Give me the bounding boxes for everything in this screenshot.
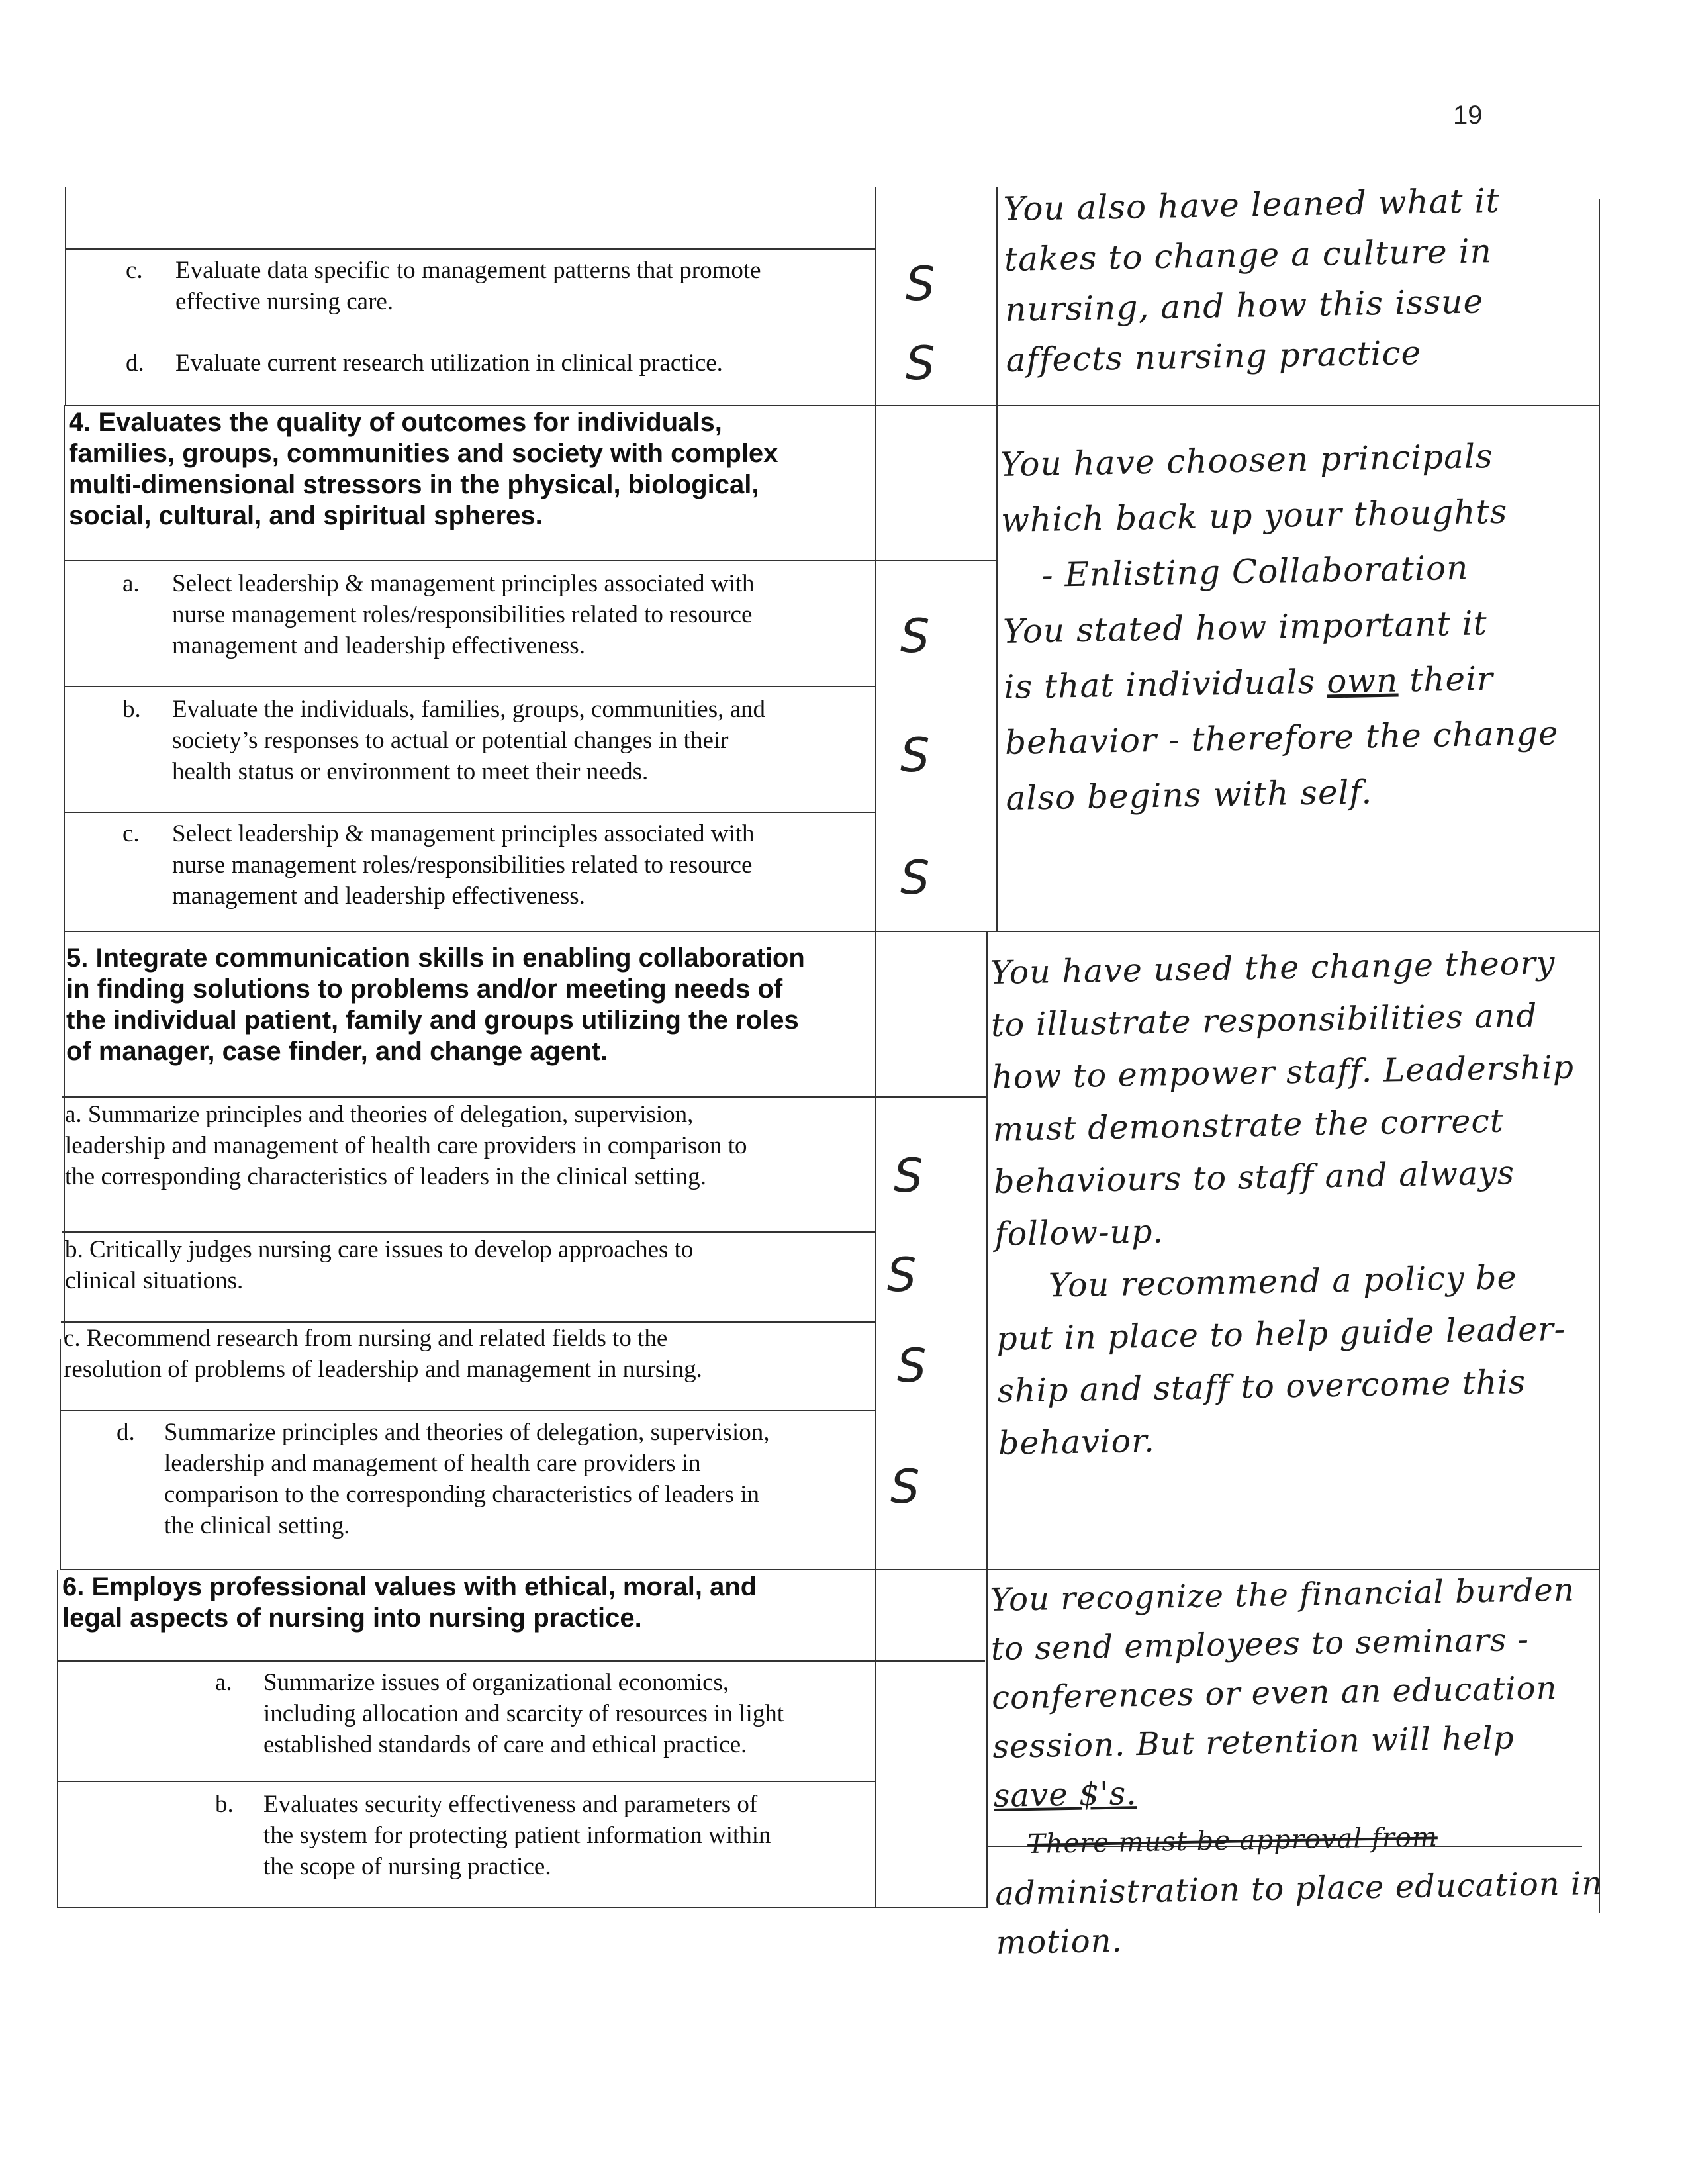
comment-column-divider (996, 187, 998, 931)
item-letter: c. (122, 820, 140, 847)
item-letter: c. (126, 257, 143, 284)
item-text-line: Summarize principles and theories of delegation, supervision, (164, 1419, 770, 1446)
handwritten-comment-3: You have used the change theory to illustrate responsibilities and how to empower staff. Leadership must demonstrate the correct behaviours to staff and always follow-up. You recommend a policy be put in place to help guide leader- ship and staff to overcome this behavior. (990, 944, 1575, 1462)
handwritten-comment-1: You also have leaned what it takes to change a culture in nursing, and how this issue affects nursing practice (1003, 181, 1501, 379)
table-border-left (57, 1570, 58, 1908)
item-text-line: Evaluates security effectiveness and parameters of (263, 1791, 758, 1818)
item-text-line: leadership and management of health care providers in comparison to (65, 1132, 747, 1159)
grade-column-divider (875, 187, 876, 1908)
grade-5a: S (894, 1149, 923, 1203)
item-text-line: established standards of care and ethical practice. (263, 1731, 747, 1758)
grade-4c: S (900, 851, 930, 905)
grade-5c: S (897, 1339, 927, 1393)
item-text-line: including allocation and scarcity of resources in light (263, 1700, 784, 1727)
table-border-bottom (57, 1907, 986, 1908)
item-text-line: the system for protecting patient information within (263, 1822, 771, 1849)
row-divider (58, 1781, 875, 1782)
row-divider (62, 1096, 986, 1098)
handwritten-comment-2: You have choosen principals which back up your thoughts - Enlisting Collaboration You stated how important it is that individuals own their behavior - therefore the change also begins with self. (1000, 436, 1559, 818)
table-border-left (65, 187, 66, 405)
row-divider (64, 560, 997, 561)
page-number: 19 (1453, 101, 1483, 130)
item-text-line: Evaluate data specific to management patterns that promote (175, 257, 761, 284)
item-letter: b. (215, 1791, 234, 1818)
grade-3c: S (906, 257, 935, 311)
item-text-line: the corresponding characteristics of leaders in the clinical setting. (65, 1163, 706, 1190)
item-letter: d. (117, 1419, 135, 1446)
item-letter: a. (215, 1669, 232, 1696)
comment-column-divider (986, 931, 988, 1908)
table-border-left (60, 1339, 61, 1570)
item-letter: a. (122, 570, 140, 597)
item-text-line: Evaluate current research utilization in clinical practice. (175, 350, 723, 377)
table-border-right (1599, 199, 1600, 1913)
item-text-line: management and leadership effectiveness. (172, 882, 585, 910)
row-divider (61, 1410, 875, 1411)
item-text-line: Select leadership & management principles associated with (172, 570, 755, 597)
item-text-line: c. Recommend research from nursing and related fields to the (64, 1325, 668, 1352)
item-text-line: Evaluate the individuals, families, groups, communities, and (172, 696, 766, 723)
item-text-line: nurse management roles/responsibilities related to resource (172, 851, 753, 878)
item-text-line: b. Critically judges nursing care issues to develop approaches to (65, 1236, 694, 1263)
item-text-line: a. Summarize principles and theories of delegation, supervision, (65, 1101, 694, 1128)
section-6-heading: 6. Employs professional values with ethical, moral, and legal aspects of nursing into nursing practice. (62, 1572, 757, 1633)
grade-3d: S (906, 336, 935, 391)
underlined-word: own (1326, 661, 1399, 701)
row-divider (58, 1660, 985, 1662)
section-4-heading: 4. Evaluates the quality of outcomes for individuals, families, groups, communities and society with complex multi-dimensional stressors in the physical, biological, social, cultural, and spiritual spheres. (69, 408, 778, 530)
item-text-line: comparison to the corresponding characteristics of leaders in (164, 1481, 759, 1508)
table-border-left (64, 405, 65, 1339)
row-divider (65, 248, 875, 250)
item-text-line: Summarize issues of organizational economics, (263, 1669, 729, 1696)
item-text-line: the scope of nursing practice. (263, 1853, 551, 1880)
grade-4b: S (900, 728, 930, 783)
grade-4a: S (900, 609, 930, 663)
row-divider (64, 931, 1599, 932)
grade-5d: S (890, 1460, 920, 1514)
item-text-line: leadership and management of health care providers in (164, 1450, 701, 1477)
item-text-line: effective nursing care. (175, 288, 394, 315)
row-divider (65, 405, 1599, 406)
item-letter: d. (126, 350, 144, 377)
row-divider (64, 812, 875, 813)
item-letter: b. (122, 696, 141, 723)
row-divider (62, 1231, 875, 1233)
item-text-line: resolution of problems of leadership and management in nursing. (64, 1356, 702, 1383)
row-divider (64, 686, 875, 687)
handwritten-comment-4: You recognize the financial burden to send employees to seminars - conferences or even an education session. But retention will help save $'s. There must be approval from administration to place education in motion. (990, 1571, 1603, 1962)
item-text-line: the clinical setting. (164, 1512, 350, 1539)
grade-5b: S (887, 1248, 917, 1302)
item-text-line: management and leadership effectiveness. (172, 632, 585, 659)
item-text-line: nurse management roles/responsibilities related to resource (172, 601, 753, 628)
section-5-heading: 5. Integrate communication skills in enabling collaboration in finding solutions to problems and/or meeting needs of the individual patient, family and groups utilizing the roles of manager, case finder, and change agent. (66, 943, 805, 1066)
item-text-line: society’s responses to actual or potential changes in their (172, 727, 729, 754)
item-text-line: Select leadership & management principles associated with (172, 820, 755, 847)
item-text-line: health status or environment to meet their needs. (172, 758, 649, 785)
item-text-line: clinical situations. (65, 1267, 244, 1294)
